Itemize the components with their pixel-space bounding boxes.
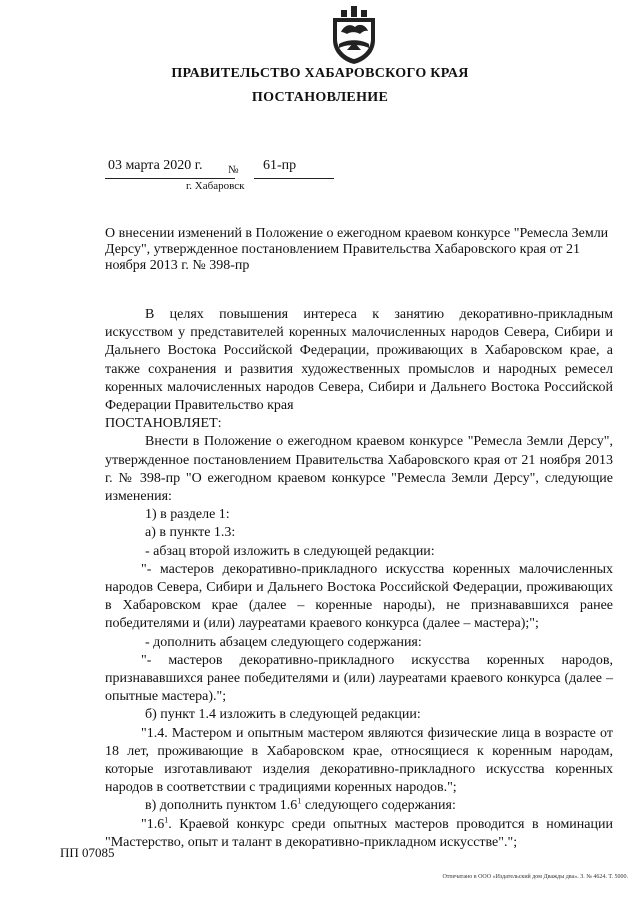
document-subject: О внесении изменений в Положение о ежегодном краевом конкурсе "Ремесла Земли Дерсу", утвержденное постановлением Правительства Хабаровского края от 21 ноября 2013 г. № 398-пр: [105, 226, 609, 273]
paragraph-2-instruction: - абзац второй изложить в следующей редакции:: [145, 543, 435, 559]
amendment-intro-paragraph: Внести в Положение о ежегодном краевом конкурсе "Ремесла Земли Дерсу", утвержденное постановлением Правительства Хабаровского края от 21 ноября 2013 г. № 398-пр "О ежегодном краевом конкурсе "Ремесла Земли Дерсу", следующие изменения:: [105, 434, 613, 505]
section-1-item: 1) в разделе 1:: [145, 507, 230, 523]
superscript: 1: [164, 815, 169, 825]
document-number: 61-пр: [263, 158, 297, 173]
item-1-6-1-quote: [105, 816, 613, 852]
masters-definition-quote: "- мастеров декоративно-прикладного искусства коренных малочисленных народов Севера, Сибири и Дальнего Востока Российской Федерации, проживающих в Хабаровском крае (далее – коренные народы), не признававшихся ранее победителями и (или) лауреатами краевого конкурса (далее – мастера);";: [105, 561, 613, 632]
document-code: ПП 07085: [60, 845, 115, 860]
item-1-6-1-quote-b: . Краевой конкурс среди опытных мастеров проводится в номинации "Мастерство, опыт и талант в декоративно-прикладном искусстве".";: [105, 816, 613, 850]
preamble-paragraph: В целях повышения интереса к занятию декоративно-прикладным искусством у представителей коренных малочисленных народов Севера, Сибири и Дальнего Востока Российской Федерации, проживающих в Хабаровском крае, а также сохранения и развития художественных промыслов и народных ремесел коренных малочисленных народов Севера, Сибири и Дальнего Востока Российской Федерации Правительство края: [105, 307, 613, 414]
item-1-6-1-instruction: [105, 797, 613, 815]
date-underline: [105, 178, 235, 179]
document-type: ПОСТАНОВЛЕНИЕ: [251, 90, 389, 105]
document-body: [105, 306, 613, 852]
resolves-heading: ПОСТАНОВЛЯЕТ:: [105, 416, 222, 432]
item-1-6-1-quote-a: "1.6: [141, 816, 165, 832]
document-date: 03 марта 2020 г.: [108, 158, 203, 173]
number-underline: [254, 178, 334, 179]
item-1-6-1-text-b: следующего содержания:: [301, 798, 456, 814]
item-1-3: а) в пункте 1.3:: [145, 525, 236, 541]
experienced-masters-quote: "- мастеров декоративно-прикладного искусства коренных народов, признававшихся ранее победителями и (или) лауреатами краевого конкурса (далее – опытные мастера).";: [105, 652, 613, 705]
document-city: г. Хабаровск: [186, 180, 245, 192]
coat-of-arms-icon: [329, 6, 379, 64]
add-paragraph-instruction: - дополнить абзацем следующего содержания:: [145, 634, 422, 650]
item-1-6-1-text-a: в) дополнить пунктом 1.6: [145, 798, 298, 814]
number-sign: №: [228, 164, 239, 176]
item-1-4-quote: "1.4. Мастером и опытным мастером являются физические лица в возрасте от 18 лет, проживающие в Хабаровском крае, относящиеся к коренным народам, которые изготавливают изделия декоративно-прикладного искусства коренных народов в соответствии с традициями коренных народов.";: [105, 725, 613, 796]
superscript: 1: [297, 796, 302, 806]
print-footer: Отпечатано в ООО «Издательский дом Дважды два». З. № 4624. Т. 5000.: [442, 874, 628, 880]
item-1-4-instruction: б) пункт 1.4 изложить в следующей редакции:: [145, 707, 421, 723]
government-name: ПРАВИТЕЛЬСТВО ХАБАРОВСКОГО КРАЯ: [171, 66, 469, 81]
